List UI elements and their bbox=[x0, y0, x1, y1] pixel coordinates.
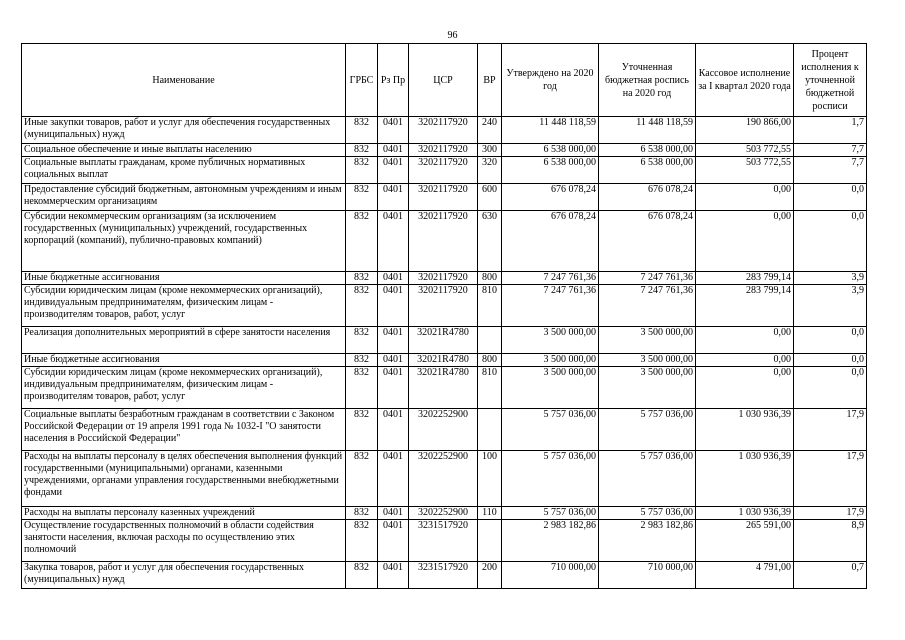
row-approved: 6 538 000,00 bbox=[502, 144, 599, 157]
row-approved: 7 247 761,36 bbox=[502, 272, 599, 285]
row-csr: 3202117920 bbox=[409, 285, 478, 327]
row-refined: 7 247 761,36 bbox=[599, 272, 696, 285]
row-refined: 5 757 036,00 bbox=[599, 451, 696, 507]
row-cash: 283 799,14 bbox=[696, 285, 794, 327]
row-refined: 6 538 000,00 bbox=[599, 157, 696, 184]
row-grbs: 832 bbox=[346, 367, 378, 409]
row-csr: 3202117920 bbox=[409, 117, 478, 144]
row-refined: 2 983 182,86 bbox=[599, 520, 696, 562]
row-vr: 810 bbox=[478, 367, 502, 409]
row-rzpr: 0401 bbox=[378, 451, 409, 507]
row-grbs: 832 bbox=[346, 507, 378, 520]
row-csr: 3231517920 bbox=[409, 520, 478, 562]
row-name: Субсидии юридическим лицам (кроме некоммерческих организаций), индивидуальным предпринимателям, физическим лицам - производителям товаров, работ, услуг bbox=[22, 285, 346, 327]
row-vr: 240 bbox=[478, 117, 502, 144]
row-cash: 0,00 bbox=[696, 184, 794, 211]
row-grbs: 832 bbox=[346, 211, 378, 272]
header-grbs: ГРБС bbox=[346, 44, 378, 117]
row-name: Реализация дополнительных мероприятий в сфере занятости населения bbox=[22, 327, 346, 354]
row-grbs: 832 bbox=[346, 157, 378, 184]
row-approved: 710 000,00 bbox=[502, 562, 599, 589]
row-grbs: 832 bbox=[346, 354, 378, 367]
table-row bbox=[22, 184, 867, 211]
row-name: Иные бюджетные ассигнования bbox=[22, 354, 346, 367]
row-rzpr: 0401 bbox=[378, 354, 409, 367]
budget-table bbox=[21, 43, 867, 589]
row-refined: 5 757 036,00 bbox=[599, 507, 696, 520]
row-vr: 600 bbox=[478, 184, 502, 211]
table-header-row bbox=[22, 44, 867, 117]
row-csr: 32021R4780 bbox=[409, 354, 478, 367]
table-row bbox=[22, 157, 867, 184]
row-approved: 676 078,24 bbox=[502, 211, 599, 272]
row-percent: 17,9 bbox=[794, 451, 867, 507]
table-row bbox=[22, 144, 867, 157]
header-approved: Утверждено на 2020 год bbox=[502, 44, 599, 117]
page-number: 96 bbox=[447, 30, 458, 41]
row-name: Предоставление субсидий бюджетным, автономным учреждениям и иным некоммерческим организациям bbox=[22, 184, 346, 211]
row-name: Расходы на выплаты персоналу в целях обеспечения выполнения функций государственными (муниципальными) органами, казенными учреждениями, органами управления государственными внебюджетными фондами bbox=[22, 451, 346, 507]
row-vr: 320 bbox=[478, 157, 502, 184]
row-name: Иные закупки товаров, работ и услуг для обеспечения государственных (муниципальных) нужд bbox=[22, 117, 346, 144]
row-refined: 676 078,24 bbox=[599, 184, 696, 211]
row-approved: 3 500 000,00 bbox=[502, 327, 599, 354]
row-grbs: 832 bbox=[346, 520, 378, 562]
row-name: Субсидии юридическим лицам (кроме некоммерческих организаций), индивидуальным предпринимателям, физическим лицам - производителям товаров, работ, услуг bbox=[22, 367, 346, 409]
row-rzpr: 0401 bbox=[378, 520, 409, 562]
header-csr: ЦСР bbox=[409, 44, 478, 117]
row-name: Субсидии некоммерческим организациям (за исключением государственных (муниципальных) учреждений, государственных корпораций (компаний), публично-правовых компаний) bbox=[22, 211, 346, 272]
row-grbs: 832 bbox=[346, 409, 378, 451]
header-name: Наименование bbox=[22, 44, 346, 117]
row-rzpr: 0401 bbox=[378, 117, 409, 144]
row-vr: 200 bbox=[478, 562, 502, 589]
row-approved: 5 757 036,00 bbox=[502, 507, 599, 520]
row-approved: 3 500 000,00 bbox=[502, 367, 599, 409]
row-grbs: 832 bbox=[346, 184, 378, 211]
row-csr: 3202117920 bbox=[409, 157, 478, 184]
row-percent: 17,9 bbox=[794, 507, 867, 520]
row-csr: 3231517920 bbox=[409, 562, 478, 589]
row-cash: 1 030 936,39 bbox=[696, 507, 794, 520]
row-percent: 0,7 bbox=[794, 562, 867, 589]
row-grbs: 832 bbox=[346, 562, 378, 589]
table-row bbox=[22, 451, 867, 507]
header-vr: ВР bbox=[478, 44, 502, 117]
row-name: Социальные выплаты гражданам, кроме публичных нормативных социальных выплат bbox=[22, 157, 346, 184]
row-vr: 810 bbox=[478, 285, 502, 327]
row-percent: 0,0 bbox=[794, 327, 867, 354]
row-cash: 0,00 bbox=[696, 327, 794, 354]
row-percent: 7,7 bbox=[794, 144, 867, 157]
row-cash: 503 772,55 bbox=[696, 144, 794, 157]
row-vr: 300 bbox=[478, 144, 502, 157]
row-grbs: 832 bbox=[346, 327, 378, 354]
row-rzpr: 0401 bbox=[378, 285, 409, 327]
row-csr: 3202117920 bbox=[409, 211, 478, 272]
row-name: Осуществление государственных полномочий в области содействия занятости населения, включая расходы по осуществлению этих полномочий bbox=[22, 520, 346, 562]
row-csr: 3202252900 bbox=[409, 507, 478, 520]
row-csr: 3202117920 bbox=[409, 144, 478, 157]
row-percent: 0,0 bbox=[794, 354, 867, 367]
row-name: Социальные выплаты безработным гражданам в соответствии с Законом Российской Федерации от 19 апреля 1991 года № 1032-I "О занятости населения в Российской Федерации" bbox=[22, 409, 346, 451]
row-rzpr: 0401 bbox=[378, 272, 409, 285]
row-approved: 7 247 761,36 bbox=[502, 285, 599, 327]
row-name: Социальное обеспечение и иные выплаты населению bbox=[22, 144, 346, 157]
row-csr: 3202252900 bbox=[409, 451, 478, 507]
row-grbs: 832 bbox=[346, 144, 378, 157]
row-refined: 7 247 761,36 bbox=[599, 285, 696, 327]
row-refined: 3 500 000,00 bbox=[599, 327, 696, 354]
row-cash: 190 866,00 bbox=[696, 117, 794, 144]
row-percent: 1,7 bbox=[794, 117, 867, 144]
table-row bbox=[22, 354, 867, 367]
row-csr: 32021R4780 bbox=[409, 367, 478, 409]
row-refined: 5 757 036,00 bbox=[599, 409, 696, 451]
row-percent: 17,9 bbox=[794, 409, 867, 451]
row-grbs: 832 bbox=[346, 285, 378, 327]
row-refined: 6 538 000,00 bbox=[599, 144, 696, 157]
row-cash: 0,00 bbox=[696, 367, 794, 409]
row-cash: 1 030 936,39 bbox=[696, 451, 794, 507]
row-cash: 503 772,55 bbox=[696, 157, 794, 184]
row-vr: 800 bbox=[478, 272, 502, 285]
row-percent: 0,0 bbox=[794, 184, 867, 211]
row-cash: 265 591,00 bbox=[696, 520, 794, 562]
row-name: Закупка товаров, работ и услуг для обеспечения государственных (муниципальных) нужд bbox=[22, 562, 346, 589]
header-refined: Уточненная бюджетная роспись на 2020 год bbox=[599, 44, 696, 117]
row-rzpr: 0401 bbox=[378, 562, 409, 589]
row-cash: 4 791,00 bbox=[696, 562, 794, 589]
row-percent: 0,0 bbox=[794, 367, 867, 409]
row-csr: 32021R4780 bbox=[409, 327, 478, 354]
row-rzpr: 0401 bbox=[378, 327, 409, 354]
row-approved: 5 757 036,00 bbox=[502, 409, 599, 451]
row-refined: 3 500 000,00 bbox=[599, 354, 696, 367]
row-vr bbox=[478, 520, 502, 562]
row-cash: 1 030 936,39 bbox=[696, 409, 794, 451]
row-vr: 100 bbox=[478, 451, 502, 507]
row-csr: 3202117920 bbox=[409, 184, 478, 211]
row-rzpr: 0401 bbox=[378, 184, 409, 211]
row-cash: 283 799,14 bbox=[696, 272, 794, 285]
row-rzpr: 0401 bbox=[378, 367, 409, 409]
row-percent: 7,7 bbox=[794, 157, 867, 184]
row-approved: 6 538 000,00 bbox=[502, 157, 599, 184]
table-body bbox=[22, 117, 867, 589]
table-row bbox=[22, 327, 867, 354]
row-name: Иные бюджетные ассигнования bbox=[22, 272, 346, 285]
row-grbs: 832 bbox=[346, 272, 378, 285]
row-percent: 3,9 bbox=[794, 272, 867, 285]
table-row bbox=[22, 367, 867, 409]
table-row bbox=[22, 507, 867, 520]
row-name: Расходы на выплаты персоналу казенных учреждений bbox=[22, 507, 346, 520]
table-row bbox=[22, 409, 867, 451]
row-approved: 676 078,24 bbox=[502, 184, 599, 211]
row-csr: 3202252900 bbox=[409, 409, 478, 451]
row-percent: 0,0 bbox=[794, 211, 867, 272]
row-vr: 630 bbox=[478, 211, 502, 272]
row-rzpr: 0401 bbox=[378, 507, 409, 520]
table-row bbox=[22, 562, 867, 589]
table-row bbox=[22, 272, 867, 285]
row-rzpr: 0401 bbox=[378, 409, 409, 451]
header-cash: Кассовое исполнение за I квартал 2020 года bbox=[696, 44, 794, 117]
row-vr bbox=[478, 409, 502, 451]
row-approved: 3 500 000,00 bbox=[502, 354, 599, 367]
row-vr: 110 bbox=[478, 507, 502, 520]
table-row bbox=[22, 520, 867, 562]
row-csr: 3202117920 bbox=[409, 272, 478, 285]
row-approved: 11 448 118,59 bbox=[502, 117, 599, 144]
table-row bbox=[22, 285, 867, 327]
row-refined: 3 500 000,00 bbox=[599, 367, 696, 409]
row-refined: 710 000,00 bbox=[599, 562, 696, 589]
row-rzpr: 0401 bbox=[378, 144, 409, 157]
table-row bbox=[22, 117, 867, 144]
row-rzpr: 0401 bbox=[378, 211, 409, 272]
row-vr: 800 bbox=[478, 354, 502, 367]
row-vr bbox=[478, 327, 502, 354]
row-cash: 0,00 bbox=[696, 354, 794, 367]
header-percent: Процент исполнения к уточненной бюджетной росписи bbox=[794, 44, 867, 117]
row-refined: 11 448 118,59 bbox=[599, 117, 696, 144]
table-row bbox=[22, 211, 867, 272]
row-refined: 676 078,24 bbox=[599, 211, 696, 272]
row-grbs: 832 bbox=[346, 451, 378, 507]
row-approved: 5 757 036,00 bbox=[502, 451, 599, 507]
row-cash: 0,00 bbox=[696, 211, 794, 272]
row-approved: 2 983 182,86 bbox=[502, 520, 599, 562]
row-percent: 8,9 bbox=[794, 520, 867, 562]
row-percent: 3,9 bbox=[794, 285, 867, 327]
header-rzpr: Рз Пр bbox=[378, 44, 409, 117]
row-grbs: 832 bbox=[346, 117, 378, 144]
row-rzpr: 0401 bbox=[378, 157, 409, 184]
